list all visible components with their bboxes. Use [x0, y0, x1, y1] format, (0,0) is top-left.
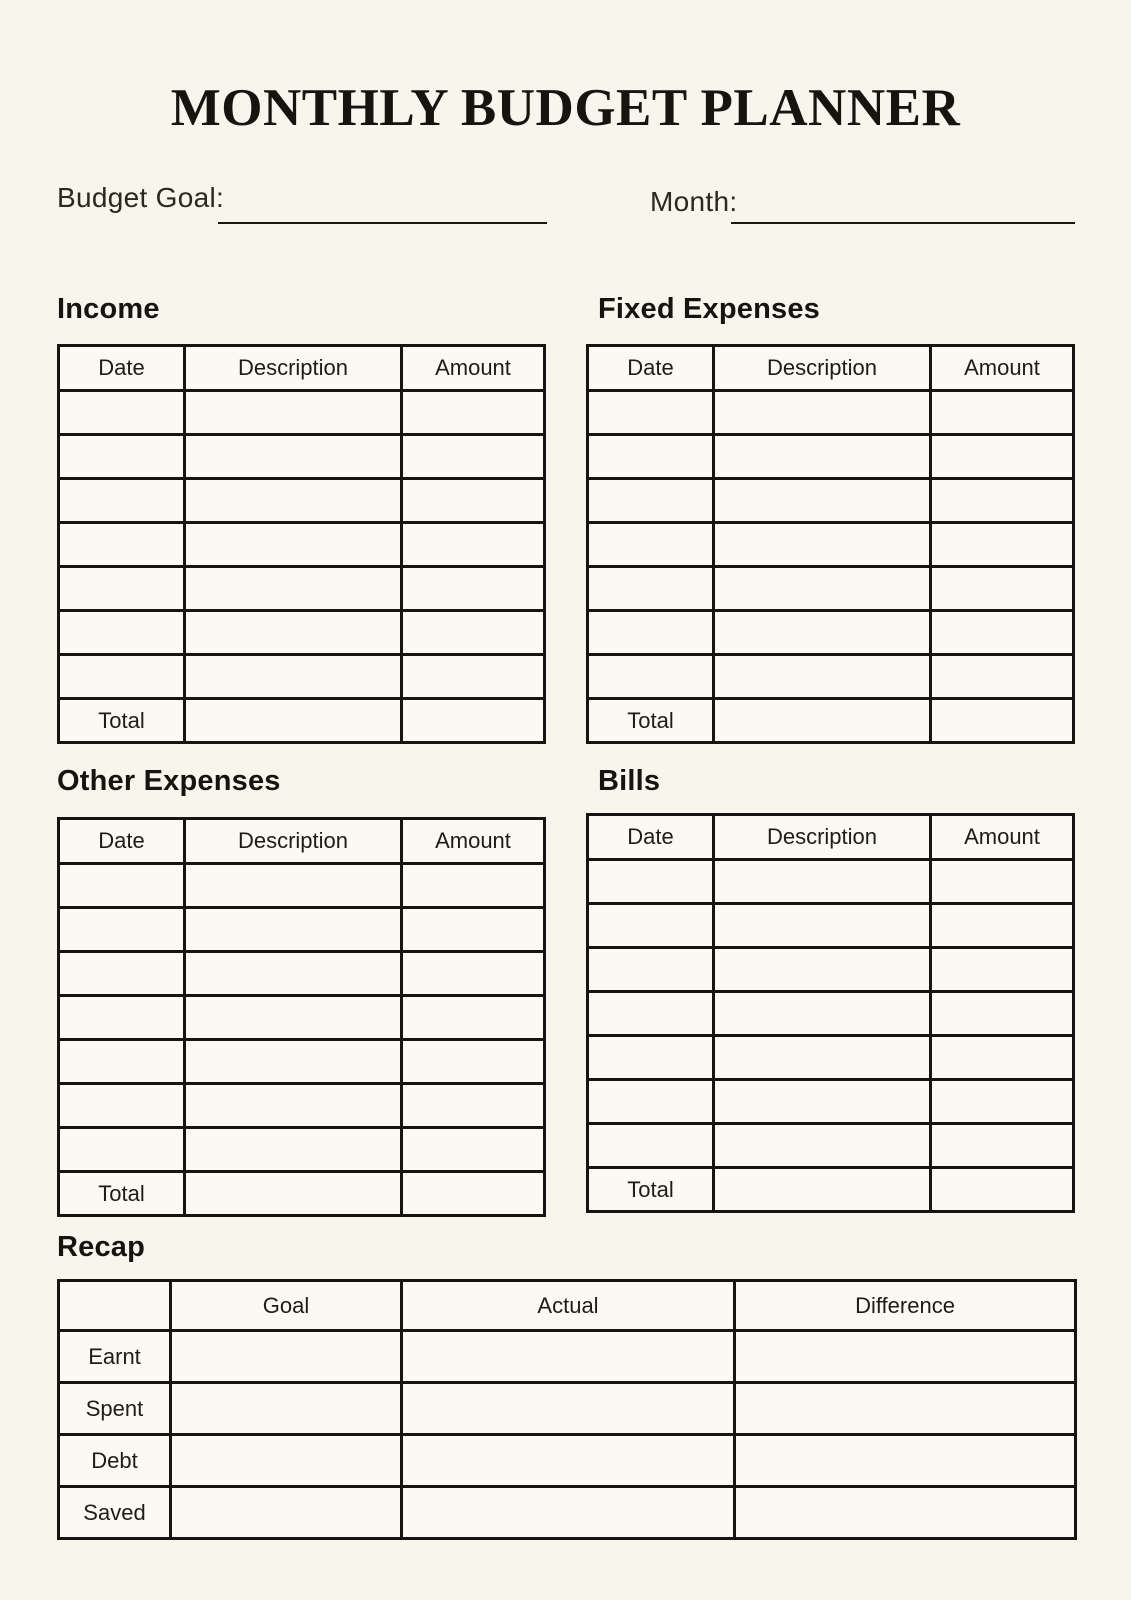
income-empty-row: [59, 435, 545, 479]
income-empty-row: [59, 611, 545, 655]
fixed-expenses-empty-cell: [714, 611, 931, 655]
bills-empty-cell: [931, 948, 1074, 992]
month-label: Month:: [650, 186, 738, 217]
income-empty-cell: [402, 611, 545, 655]
fixed-expenses-empty-cell: [931, 523, 1074, 567]
fixed-expenses-total-label: Total: [588, 699, 714, 743]
fixed-expenses-empty-cell: [714, 391, 931, 435]
fixed-expenses-empty-row: [588, 523, 1074, 567]
income-description-column-header: Description: [185, 346, 402, 391]
other-expenses-empty-cell: [185, 908, 402, 952]
fixed-expenses-empty-cell: [588, 523, 714, 567]
recap-row: [59, 1383, 1076, 1435]
bills-empty-row: [588, 904, 1074, 948]
other-expenses-empty-cell: [402, 1128, 545, 1172]
bills-empty-cell: [931, 1080, 1074, 1124]
fixed-expenses-empty-row: [588, 479, 1074, 523]
recap-row-label: Earnt: [59, 1331, 171, 1383]
income-empty-cell: [185, 523, 402, 567]
bills-empty-cell: [714, 1124, 931, 1168]
income-empty-cell: [59, 391, 185, 435]
recap-header-row: [59, 1281, 1076, 1331]
bills-empty-cell: [931, 904, 1074, 948]
fixed-expenses-empty-row: [588, 655, 1074, 699]
other-expenses-empty-cell: [185, 996, 402, 1040]
bills-empty-cell: [588, 1080, 714, 1124]
recap-row-label: Saved: [59, 1487, 171, 1539]
bills-total-amount-cell: [931, 1168, 1074, 1212]
recap-empty-cell: [735, 1331, 1076, 1383]
other-expenses-empty-row: [59, 1040, 545, 1084]
income-table: [57, 344, 546, 744]
fixed-expenses-empty-cell: [931, 479, 1074, 523]
income-amount-column-header: Amount: [402, 346, 545, 391]
bills-empty-row: [588, 1124, 1074, 1168]
bills-amount-column-header: Amount: [931, 815, 1074, 860]
income-empty-cell: [185, 567, 402, 611]
other-expenses-empty-cell: [402, 1040, 545, 1084]
other-expenses-empty-cell: [402, 952, 545, 996]
fixed-expenses-empty-cell: [931, 435, 1074, 479]
fixed-expenses-section-title: Fixed Expenses: [598, 293, 821, 325]
other-expenses-empty-cell: [59, 1040, 185, 1084]
other-expenses-empty-cell: [402, 864, 545, 908]
fixed-expenses-table: [586, 344, 1075, 744]
other-expenses-empty-cell: [59, 952, 185, 996]
recap-empty-cell: [735, 1487, 1076, 1539]
fixed-expenses-description-column-header: Description: [714, 346, 931, 391]
bills-empty-cell: [588, 1124, 714, 1168]
bills-empty-cell: [931, 1124, 1074, 1168]
bills-empty-row: [588, 992, 1074, 1036]
bills-empty-cell: [931, 860, 1074, 904]
fixed-expenses-header-row: [588, 346, 1074, 391]
income-empty-cell: [402, 435, 545, 479]
bills-header-row: [588, 815, 1074, 860]
bills-total-label: Total: [588, 1168, 714, 1212]
recap-empty-cell: [402, 1383, 735, 1435]
other-expenses-empty-cell: [402, 996, 545, 1040]
other-expenses-empty-cell: [185, 864, 402, 908]
other-expenses-empty-cell: [59, 1084, 185, 1128]
income-total-row: [59, 699, 545, 743]
fixed-expenses-empty-cell: [714, 435, 931, 479]
income-section-title: Income: [57, 293, 160, 325]
income-empty-cell: [402, 523, 545, 567]
income-total-description-cell: [185, 699, 402, 743]
fixed-expenses-empty-cell: [714, 567, 931, 611]
income-empty-cell: [185, 391, 402, 435]
income-empty-cell: [59, 655, 185, 699]
budget-goal-label: Budget Goal:: [57, 182, 225, 213]
recap-goal-column-header: Goal: [171, 1281, 402, 1331]
recap-empty-cell: [402, 1331, 735, 1383]
income-empty-cell: [402, 391, 545, 435]
income-empty-cell: [185, 655, 402, 699]
recap-section-title: Recap: [57, 1231, 146, 1263]
income-empty-cell: [59, 611, 185, 655]
recap-empty-cell: [171, 1383, 402, 1435]
income-empty-cell: [185, 611, 402, 655]
other-expenses-header-row: [59, 819, 545, 864]
recap-row-label: Debt: [59, 1435, 171, 1487]
fixed-expenses-empty-row: [588, 567, 1074, 611]
fixed-expenses-empty-cell: [588, 479, 714, 523]
income-header-row: [59, 346, 545, 391]
income-empty-cell: [402, 655, 545, 699]
income-empty-cell: [59, 435, 185, 479]
recap-empty-cell: [402, 1435, 735, 1487]
other-expenses-total-label: Total: [59, 1172, 185, 1216]
recap-row: [59, 1487, 1076, 1539]
other-expenses-total-amount-cell: [402, 1172, 545, 1216]
income-total-label: Total: [59, 699, 185, 743]
recap-empty-cell: [735, 1383, 1076, 1435]
fixed-expenses-total-description-cell: [714, 699, 931, 743]
recap-row-label: Spent: [59, 1383, 171, 1435]
other-expenses-empty-cell: [59, 996, 185, 1040]
income-empty-cell: [59, 567, 185, 611]
fixed-expenses-amount-column-header: Amount: [931, 346, 1074, 391]
income-empty-row: [59, 567, 545, 611]
bills-empty-cell: [588, 1036, 714, 1080]
other-expenses-empty-cell: [59, 864, 185, 908]
recap-table: [57, 1279, 1077, 1540]
fixed-expenses-empty-cell: [714, 479, 931, 523]
fixed-expenses-empty-cell: [931, 567, 1074, 611]
bills-empty-cell: [714, 1036, 931, 1080]
recap-empty-cell: [171, 1435, 402, 1487]
month-fill-line: [731, 222, 1075, 224]
bills-empty-cell: [714, 904, 931, 948]
fixed-expenses-empty-cell: [931, 611, 1074, 655]
other-expenses-empty-cell: [402, 1084, 545, 1128]
other-expenses-amount-column-header: Amount: [402, 819, 545, 864]
recap-row: [59, 1435, 1076, 1487]
bills-table: [586, 813, 1075, 1213]
bills-date-column-header: Date: [588, 815, 714, 860]
bills-empty-row: [588, 948, 1074, 992]
bills-empty-row: [588, 1080, 1074, 1124]
fixed-expenses-empty-row: [588, 435, 1074, 479]
bills-empty-cell: [588, 860, 714, 904]
other-expenses-empty-row: [59, 908, 545, 952]
recap-actual-column-header: Actual: [402, 1281, 735, 1331]
bills-empty-row: [588, 1036, 1074, 1080]
income-empty-cell: [402, 479, 545, 523]
bills-empty-cell: [714, 860, 931, 904]
other-expenses-empty-row: [59, 1128, 545, 1172]
fixed-expenses-date-column-header: Date: [588, 346, 714, 391]
fixed-expenses-empty-cell: [714, 655, 931, 699]
bills-empty-cell: [714, 992, 931, 1036]
other-expenses-empty-cell: [59, 1128, 185, 1172]
income-empty-cell: [59, 479, 185, 523]
bills-total-row: [588, 1168, 1074, 1212]
other-expenses-empty-cell: [185, 1084, 402, 1128]
income-empty-cell: [185, 435, 402, 479]
other-expenses-table: [57, 817, 546, 1217]
other-expenses-empty-row: [59, 952, 545, 996]
other-expenses-empty-cell: [185, 1040, 402, 1084]
bills-empty-cell: [931, 1036, 1074, 1080]
fixed-expenses-empty-cell: [588, 655, 714, 699]
bills-empty-cell: [588, 904, 714, 948]
fixed-expenses-empty-cell: [588, 567, 714, 611]
fixed-expenses-empty-cell: [588, 611, 714, 655]
recap-corner-cell: [59, 1281, 171, 1331]
income-empty-row: [59, 655, 545, 699]
other-expenses-section-title: Other Expenses: [57, 765, 281, 797]
income-date-column-header: Date: [59, 346, 185, 391]
bills-empty-row: [588, 860, 1074, 904]
fixed-expenses-empty-cell: [931, 655, 1074, 699]
budget-goal-fill-line: [218, 222, 547, 224]
recap-empty-cell: [402, 1487, 735, 1539]
bills-empty-cell: [588, 992, 714, 1036]
other-expenses-description-column-header: Description: [185, 819, 402, 864]
bills-section-title: Bills: [598, 765, 661, 797]
fixed-expenses-total-amount-cell: [931, 699, 1074, 743]
income-empty-row: [59, 523, 545, 567]
recap-empty-cell: [171, 1331, 402, 1383]
income-empty-cell: [185, 479, 402, 523]
fixed-expenses-empty-cell: [931, 391, 1074, 435]
fixed-expenses-empty-cell: [588, 391, 714, 435]
income-empty-cell: [59, 523, 185, 567]
fixed-expenses-total-row: [588, 699, 1074, 743]
income-empty-row: [59, 479, 545, 523]
bills-empty-cell: [588, 948, 714, 992]
income-empty-cell: [402, 567, 545, 611]
recap-row: [59, 1331, 1076, 1383]
fixed-expenses-empty-cell: [714, 523, 931, 567]
bills-description-column-header: Description: [714, 815, 931, 860]
fixed-expenses-empty-row: [588, 611, 1074, 655]
other-expenses-empty-row: [59, 996, 545, 1040]
page-title: MONTHLY BUDGET PLANNER: [170, 79, 961, 137]
income-total-amount-cell: [402, 699, 545, 743]
other-expenses-total-description-cell: [185, 1172, 402, 1216]
fixed-expenses-empty-cell: [588, 435, 714, 479]
other-expenses-empty-cell: [185, 1128, 402, 1172]
other-expenses-empty-row: [59, 1084, 545, 1128]
other-expenses-empty-cell: [185, 952, 402, 996]
bills-empty-cell: [931, 992, 1074, 1036]
recap-empty-cell: [735, 1435, 1076, 1487]
other-expenses-total-row: [59, 1172, 545, 1216]
other-expenses-date-column-header: Date: [59, 819, 185, 864]
bills-empty-cell: [714, 1080, 931, 1124]
other-expenses-empty-cell: [59, 908, 185, 952]
bills-total-description-cell: [714, 1168, 931, 1212]
income-empty-row: [59, 391, 545, 435]
bills-empty-cell: [714, 948, 931, 992]
recap-empty-cell: [171, 1487, 402, 1539]
other-expenses-empty-cell: [402, 908, 545, 952]
other-expenses-empty-row: [59, 864, 545, 908]
recap-difference-column-header: Difference: [735, 1281, 1076, 1331]
fixed-expenses-empty-row: [588, 391, 1074, 435]
